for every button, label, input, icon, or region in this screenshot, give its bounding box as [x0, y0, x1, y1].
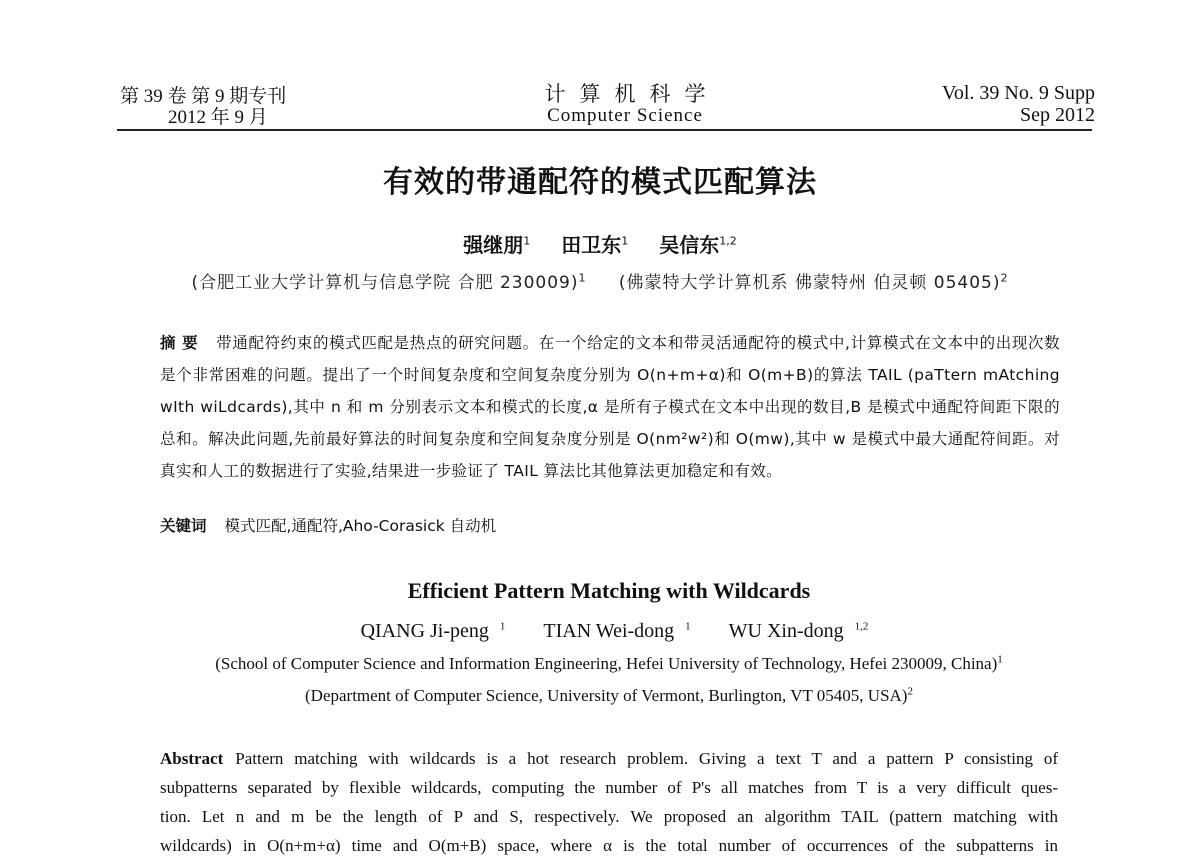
- abstract-en-line: Abstract Pattern matching with wildcards is a hot research problem. Giving a text T and a pattern P consisting of: [160, 749, 1058, 768]
- author-en: QIANG Ji-peng $^1$: [360, 620, 506, 642]
- journal-volume-info-en: [900, 82, 1095, 126]
- author-cn: 吴信东$^{1,2}$: [659, 233, 737, 257]
- journal-name-cn: 计算机科学: [544, 82, 720, 106]
- affiliations-cn: (合肥工业大学计算机与信息学院 合肥 230009)$^1$ (佛蒙特大学计算机系 佛蒙特州 伯灵顿 05405)$^2$: [191, 271, 1009, 293]
- volume-issue: 第 39 卷 第 9 期专刊: [120, 86, 287, 107]
- abstract-cn: [160, 327, 1060, 487]
- author-cn: 田卫东$^1$: [561, 233, 629, 257]
- affiliation-cn-1: (合肥工业大学计算机与信息学院 合肥 230009): [191, 273, 579, 293]
- affiliation-cn-2: (佛蒙特大学计算机系 佛蒙特州 伯灵顿 05405): [618, 273, 1001, 293]
- author-en: WU Xin-dong $^{1,2}$: [728, 620, 869, 642]
- author-cn: 强继朋$^1$: [463, 233, 531, 257]
- author-list-cn: [0, 229, 1200, 258]
- affiliation-en-1: (School of Computer Science and Information Engineering, Hefei University of Technology, Hefei 230009, China)$^1$: [215, 653, 1003, 673]
- journal-name-en: Computer Science: [547, 105, 703, 126]
- volume-issue-en: Vol. 39 No. 9 Supp: [942, 82, 1095, 104]
- journal-volume-info: [120, 86, 286, 128]
- author-en: TIAN Wei-dong $^1$: [543, 620, 691, 642]
- abstract-en-line: tion. Let n and m be the length of P and S, respectively. We proposed an algorithm TAIL (pattern matching with: [160, 807, 1058, 826]
- paper-title-en: Efficient Pattern Matching with Wildcards: [407, 578, 811, 603]
- header-rule: [117, 129, 1092, 131]
- abstract-en-line: wildcards) in O(n+m+α) time and O(m+B) space, where α is the total number of occurrences of the subpatterns in: [160, 836, 1058, 855]
- keywords-cn-text: 模式匹配,通配符,Aho-Corasick 自动机: [224, 517, 497, 535]
- publication-date-en: Sep 2012: [1020, 104, 1095, 126]
- publication-date-cn: 2012 年 9 月: [168, 107, 268, 128]
- abstract-cn-text: 带通配符约束的模式匹配是热点的研究问题。在一个给定的文本和带灵活通配符的模式中,计算模式在文本中的出现次数是个非常困难的问题。提出了一个时间复杂度和空间复杂度分别为 O(n+m+α)和 O(m+B)的算法 TAIL (paTtern mAtching wIth wiLdcards),其中 n 和 m 分别表示文本和模式的长度,α 是所有子模式在文本中出现的数目,B 是模式中通配符间距下限的总和。解决此问题,先前最好算法的时间复杂度和空间复杂度分别是 O(nm²w²)和 O(mw),其中 w 是模式中最大通配符间距。对真实和人工的数据进行了实验,结果进一步验证了 TAIL 算法比其他算法更加稳定和有效。: [160, 334, 1060, 480]
- keywords-cn: [160, 514, 496, 536]
- keywords-cn-label: 关键词: [160, 517, 207, 535]
- author-list-en: [0, 620, 1200, 643]
- journal-name: [440, 84, 810, 126]
- abstract-en-line: subpatterns separated by flexible wildcards, computing the number of P's all matches from T is a very difficult ques-: [160, 778, 1058, 797]
- affiliation-en-2: (Department of Computer Science, University of Vermont, Burlington, VT 05405, USA)$^2$: [305, 685, 913, 705]
- abstract-cn-label: 摘 要: [160, 334, 199, 352]
- abstract-en-label: Abstract: [160, 749, 224, 768]
- abstract-en: [160, 744, 1058, 860]
- paper-title-cn: 有效的带通配符的模式匹配算法: [383, 165, 817, 200]
